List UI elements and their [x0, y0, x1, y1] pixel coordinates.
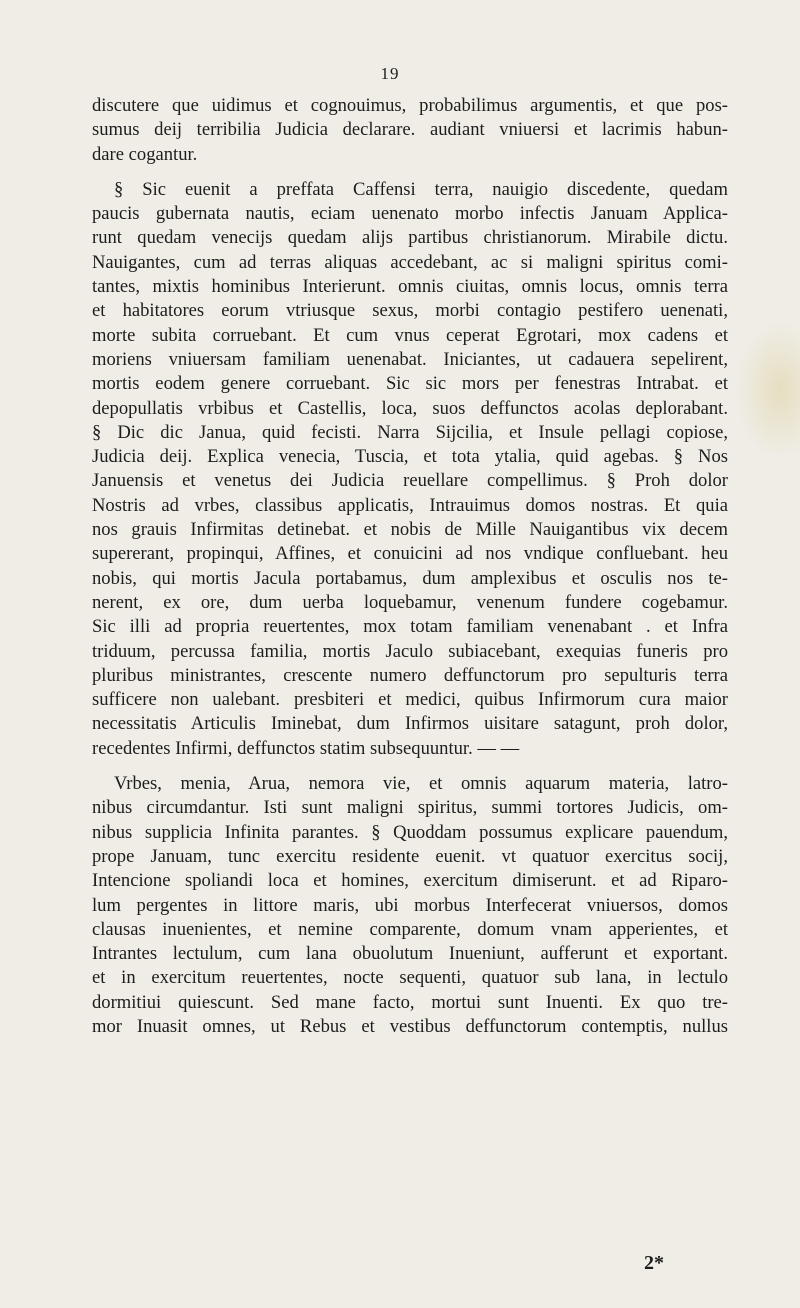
paragraph-gap [92, 761, 728, 772]
text-line: Sic illi ad propria reuertentes, mox totam familiam venenabant . et Infra [92, 616, 728, 638]
text-line: morte subita corruebant. Et cum vnus ceperat Egrotari, mox cadens et [92, 324, 728, 346]
text-line: § Dic dic Janua, quid fecisti. Narra Sijcilia, et Insule pellagi copiose, [92, 421, 728, 443]
text-line: runt quedam venecijs quedam alijs partibus christianorum. Mirabile dictu. [92, 227, 728, 249]
text-line: dare cogantur. [92, 143, 198, 165]
text-line: tantes, mixtis hominibus Interierunt. omnis ciuitas, omnis locus, omnis terra [92, 276, 728, 298]
text-line: lum pergentes in littore maris, ubi morbus Interfecerat vniuersos, domos [92, 894, 728, 916]
text-line: Nostris ad vrbes, classibus applicatis, Intrauimus domos nostras. Et quia [92, 494, 728, 516]
text-line: necessitatis Articulis Iminebat, dum Infirmos uisitare satagunt, proh dolor, [92, 713, 728, 735]
text-line: sumus deij terribilia Judicia declarare. audiant vniuersi et lacrimis habun- [92, 119, 728, 141]
text-line: nibus circumdantur. Isti sunt maligni spiritus, summi tortores Judicis, om- [92, 797, 728, 819]
text-line: § Sic euenit a preffata Caffensi terra, nauigio discedente, quedam [114, 178, 728, 200]
text-line: depopullatis vrbibus et Castellis, loca, suos deffunctos acolas deplorabant. [92, 397, 728, 419]
text-line: nobis, qui mortis Jacula portabamus, dum amplexibus et osculis nos te- [92, 567, 728, 589]
catchword: 2* [644, 1252, 664, 1274]
text-line: nerent, ex ore, dum uerba loquebamur, venenum fundere cogebamur. [92, 591, 728, 613]
page-number: 19 [380, 64, 400, 83]
text-line: discutere que uidimus et cognouimus, probabilimus argumentis, et que pos- [92, 95, 728, 116]
text-line: prope Januam, tunc exercitu residente euenit. vt quatuor exercitus socij, [92, 845, 728, 867]
text-line: Nauigantes, cum ad terras aliquas accedebant, ac si maligni spiritus comi- [92, 251, 728, 273]
paragraph [92, 178, 728, 761]
paper-stain [735, 320, 800, 460]
body-text [92, 94, 728, 1039]
text-line: paucis gubernata nautis, eciam uenenato morbo infectis Januam Applica- [92, 203, 728, 225]
text-line: clausas inuenientes, et nemine comparente, domum vnam apperientes, et [92, 918, 728, 940]
text-line: Judicia deij. Explica venecia, Tuscia, et tota ytalia, quid agebas. § Nos [92, 446, 728, 468]
text-line: mortis eodem genere corruebant. Sic sic mors per fenestras Intrabat. et [92, 373, 728, 395]
text-line: triduum, percussa familia, mortis Jaculo subiacebant, exequias funeris pro [92, 640, 728, 662]
text-line: nos grauis Infirmitas detinebat. et nobis de Mille Nauigantibus vix decem [92, 519, 728, 541]
text-line: recedentes Infirmi, deffunctos statim subsequuntur. — — [92, 737, 520, 759]
paragraph [92, 772, 728, 1039]
paragraph [92, 94, 728, 167]
text-line: pluribus ministrantes, crescente numero deffunctorum pro sepulturis terra [92, 664, 728, 686]
text-line: nibus supplicia Infinita parantes. § Quoddam possumus explicare pauendum, [92, 821, 728, 843]
text-line: sufficere non ualebant. presbiteri et medici, quibus Infirmorum cura maior [92, 689, 728, 711]
text-line: dormitiui quiescunt. Sed mane facto, mortui sunt Inuenti. Ex quo tre- [92, 991, 728, 1013]
paragraph-gap [92, 167, 728, 178]
text-line: mor Inuasit omnes, ut Rebus et vestibus deffunctorum contemptis, nullus [92, 1015, 728, 1037]
text-line: Intrantes lectulum, cum lana obuolutum Inueniunt, aufferunt et exportant. [92, 943, 728, 965]
text-line: moriens vniuersam familiam uenenabat. Iniciantes, ut cadauera sepelirent, [92, 348, 728, 370]
text-line: et in exercitum reuertentes, nocte sequenti, quatuor sub lana, in lectulo [92, 967, 728, 989]
text-line: Vrbes, menia, Arua, nemora vie, et omnis aquarum materia, latro- [114, 773, 728, 795]
text-line: supererant, propinqui, Affines, et conuicini ad nos vndique confluebant. heu [92, 543, 728, 565]
text-line: Intencione spoliandi loca et homines, exercitum dimiserunt. et ad Riparo- [92, 870, 728, 892]
text-line: et habitatores eorum vtriusque sexus, morbi contagio pestifero uenenati, [92, 300, 728, 322]
text-line: Januensis et venetus dei Judicia reuellare compellimus. § Proh dolor [92, 470, 728, 492]
